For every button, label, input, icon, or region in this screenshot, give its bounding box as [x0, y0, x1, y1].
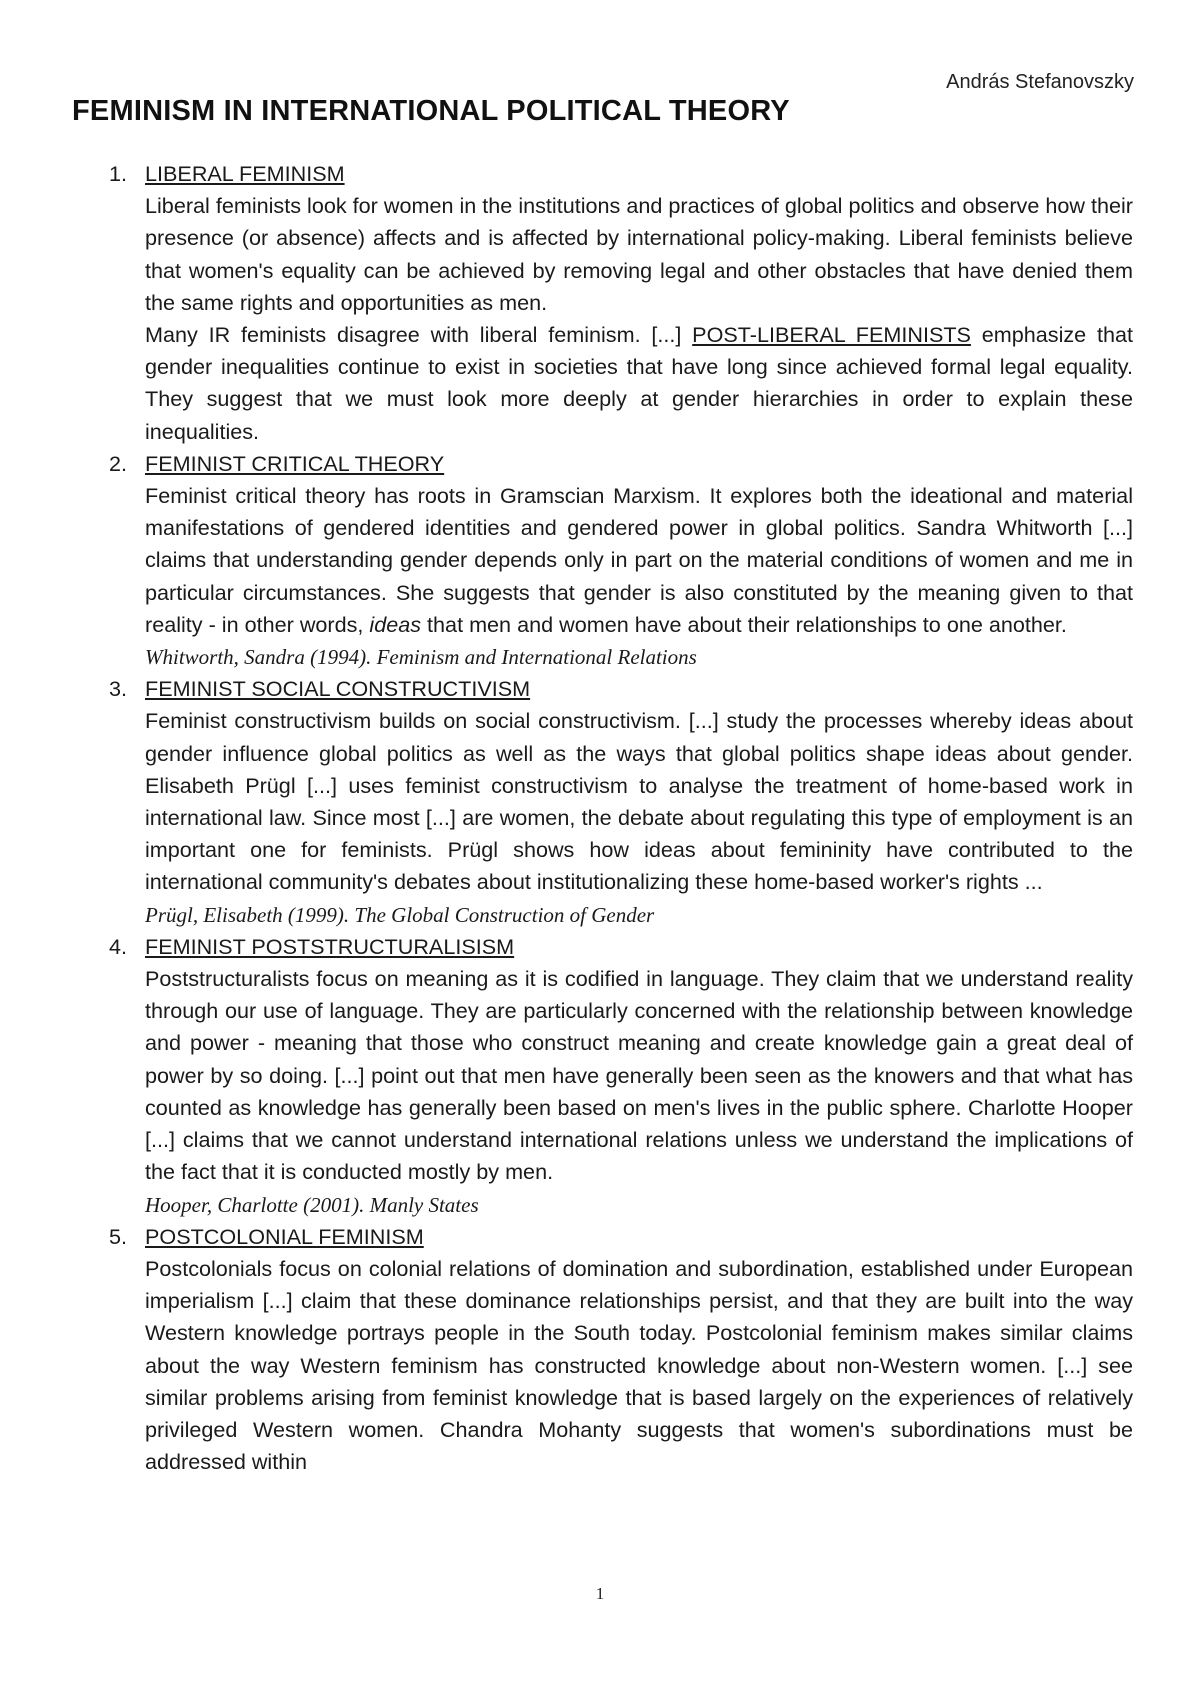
section-liberal-feminism	[109, 158, 1133, 448]
section-paragraph: Postcolonials focus on colonial relations of domination and subordination, established under European imperialism [...] claim that these dominance relationships persist, and that they are built into the way Western knowledge portrays people in the South today. Postcolonial feminism makes similar claims about the way Western feminism has constructed knowledge about non-Western women. [...] see similar problems arising from feminist knowledge that is based largely on the experiences of relatively privileged Western women. Chandra Mohanty suggests that women's subordinations must be addressed within	[145, 1255, 1133, 1475]
section-paragraph: Liberal feminists look for women in the institutions and practices of global politics and observe how their presence (or absence) affects and is affected by international policy-making. Liberal feminists believe that women's equality can be achieved by removing legal and other obstacles that have denied them the same rights and opportunities as men.	[145, 193, 1133, 315]
reference-citation	[145, 1189, 1133, 1221]
section-number: 1.	[109, 161, 128, 186]
section-number: 3.	[109, 676, 128, 702]
reference-author: Hooper, Charlotte (2001).	[145, 1192, 365, 1217]
section-heading: FEMINIST POSTSTRUCTURALISISM	[145, 933, 515, 959]
section-number: 4.	[109, 933, 128, 959]
reference-title: The Global Construction of Gender	[354, 902, 655, 927]
page-number: 1	[595, 1584, 605, 1603]
text-run: Feminist critical theory has roots in Gramscian Marxism. It explores both the ideational and material manifestations of gendered identities and gendered power in global politics. Sandra Whitworth [...] claims that understanding gender depends only in part on the material conditions of women and me in particular circumstances. She suggests that gender is also constituted by the meaning given to that reality - in other words,	[145, 483, 1133, 637]
document-title: FEMINISM IN INTERNATIONAL POLITICAL THEORY	[72, 95, 790, 127]
reference-title: Manly States	[369, 1192, 479, 1217]
section-heading: POSTCOLONIAL FEMINISM	[145, 1223, 424, 1249]
text-run: that men and women have about their relationships to one another.	[421, 611, 1067, 637]
text-run: Many IR feminists disagree with liberal feminism. [...]	[145, 322, 693, 348]
section-paragraph	[145, 319, 1133, 448]
reference-citation	[145, 641, 1133, 673]
reference-author: Whitworth, Sandra (1994).	[145, 645, 372, 670]
section-number: 5.	[109, 1223, 128, 1249]
section-number: 2.	[109, 450, 128, 476]
reference-author: Prügl, Elisabeth (1999).	[145, 902, 350, 927]
section-heading: FEMINIST SOCIAL CONSTRUCTIVISM	[145, 676, 531, 702]
section-feminist-poststructuralism	[109, 931, 1133, 1221]
sections-list	[109, 158, 1133, 1478]
section-heading: LIBERAL FEMINISM	[145, 161, 345, 186]
section-paragraph: Feminist constructivism builds on social constructivism. [...] study the processes whereby ideas about gender influence global politics as well as the ways that global politics shape ideas about gender. Elisabeth Prügl [...] uses feminist constructivism to analyse the treatment of home-based work in international law. Since most [...] are women, the debate about regulating this type of employment is an important one for feminists. Prügl shows how ideas about femininity have contributed to the international community's debates about institutionalizing these home-based worker's rights ...	[145, 708, 1133, 895]
underlined-term: POST-LIBERAL FEMINISTS	[692, 322, 971, 348]
section-paragraph: Poststructuralists focus on meaning as it is codified in language. They claim that we understand reality through our use of language. They are particularly concerned with the relationship between knowledge and power - meaning that those who construct meaning and create knowledge gain a great deal of power by so doing. [...] point out that men have generally been seen as the knowers and that what has counted as knowledge has generally been based on men's lives in the public sphere. Charlotte Hooper [...] claims that we cannot understand international relations unless we understand the implications of the fact that it is conducted mostly by men.	[145, 966, 1133, 1185]
section-paragraph	[145, 480, 1133, 641]
section-feminist-social-constructivism	[109, 673, 1133, 931]
author-name: András Stefanovszky	[946, 71, 1134, 93]
section-heading: FEMINIST CRITICAL THEORY	[145, 450, 445, 476]
text-run: emphasize that gender inequalities continue to exist in societies that have long since achieved formal legal equality. They suggest that we must look more deeply at gender hierarchies in order to explain these inequalities.	[145, 322, 1133, 444]
reference-title: Feminism and International Relations	[376, 645, 697, 670]
section-feminist-critical-theory	[109, 448, 1133, 673]
italic-term: ideas	[369, 611, 422, 637]
reference-citation	[145, 899, 1133, 931]
section-postcolonial-feminism	[109, 1221, 1133, 1479]
